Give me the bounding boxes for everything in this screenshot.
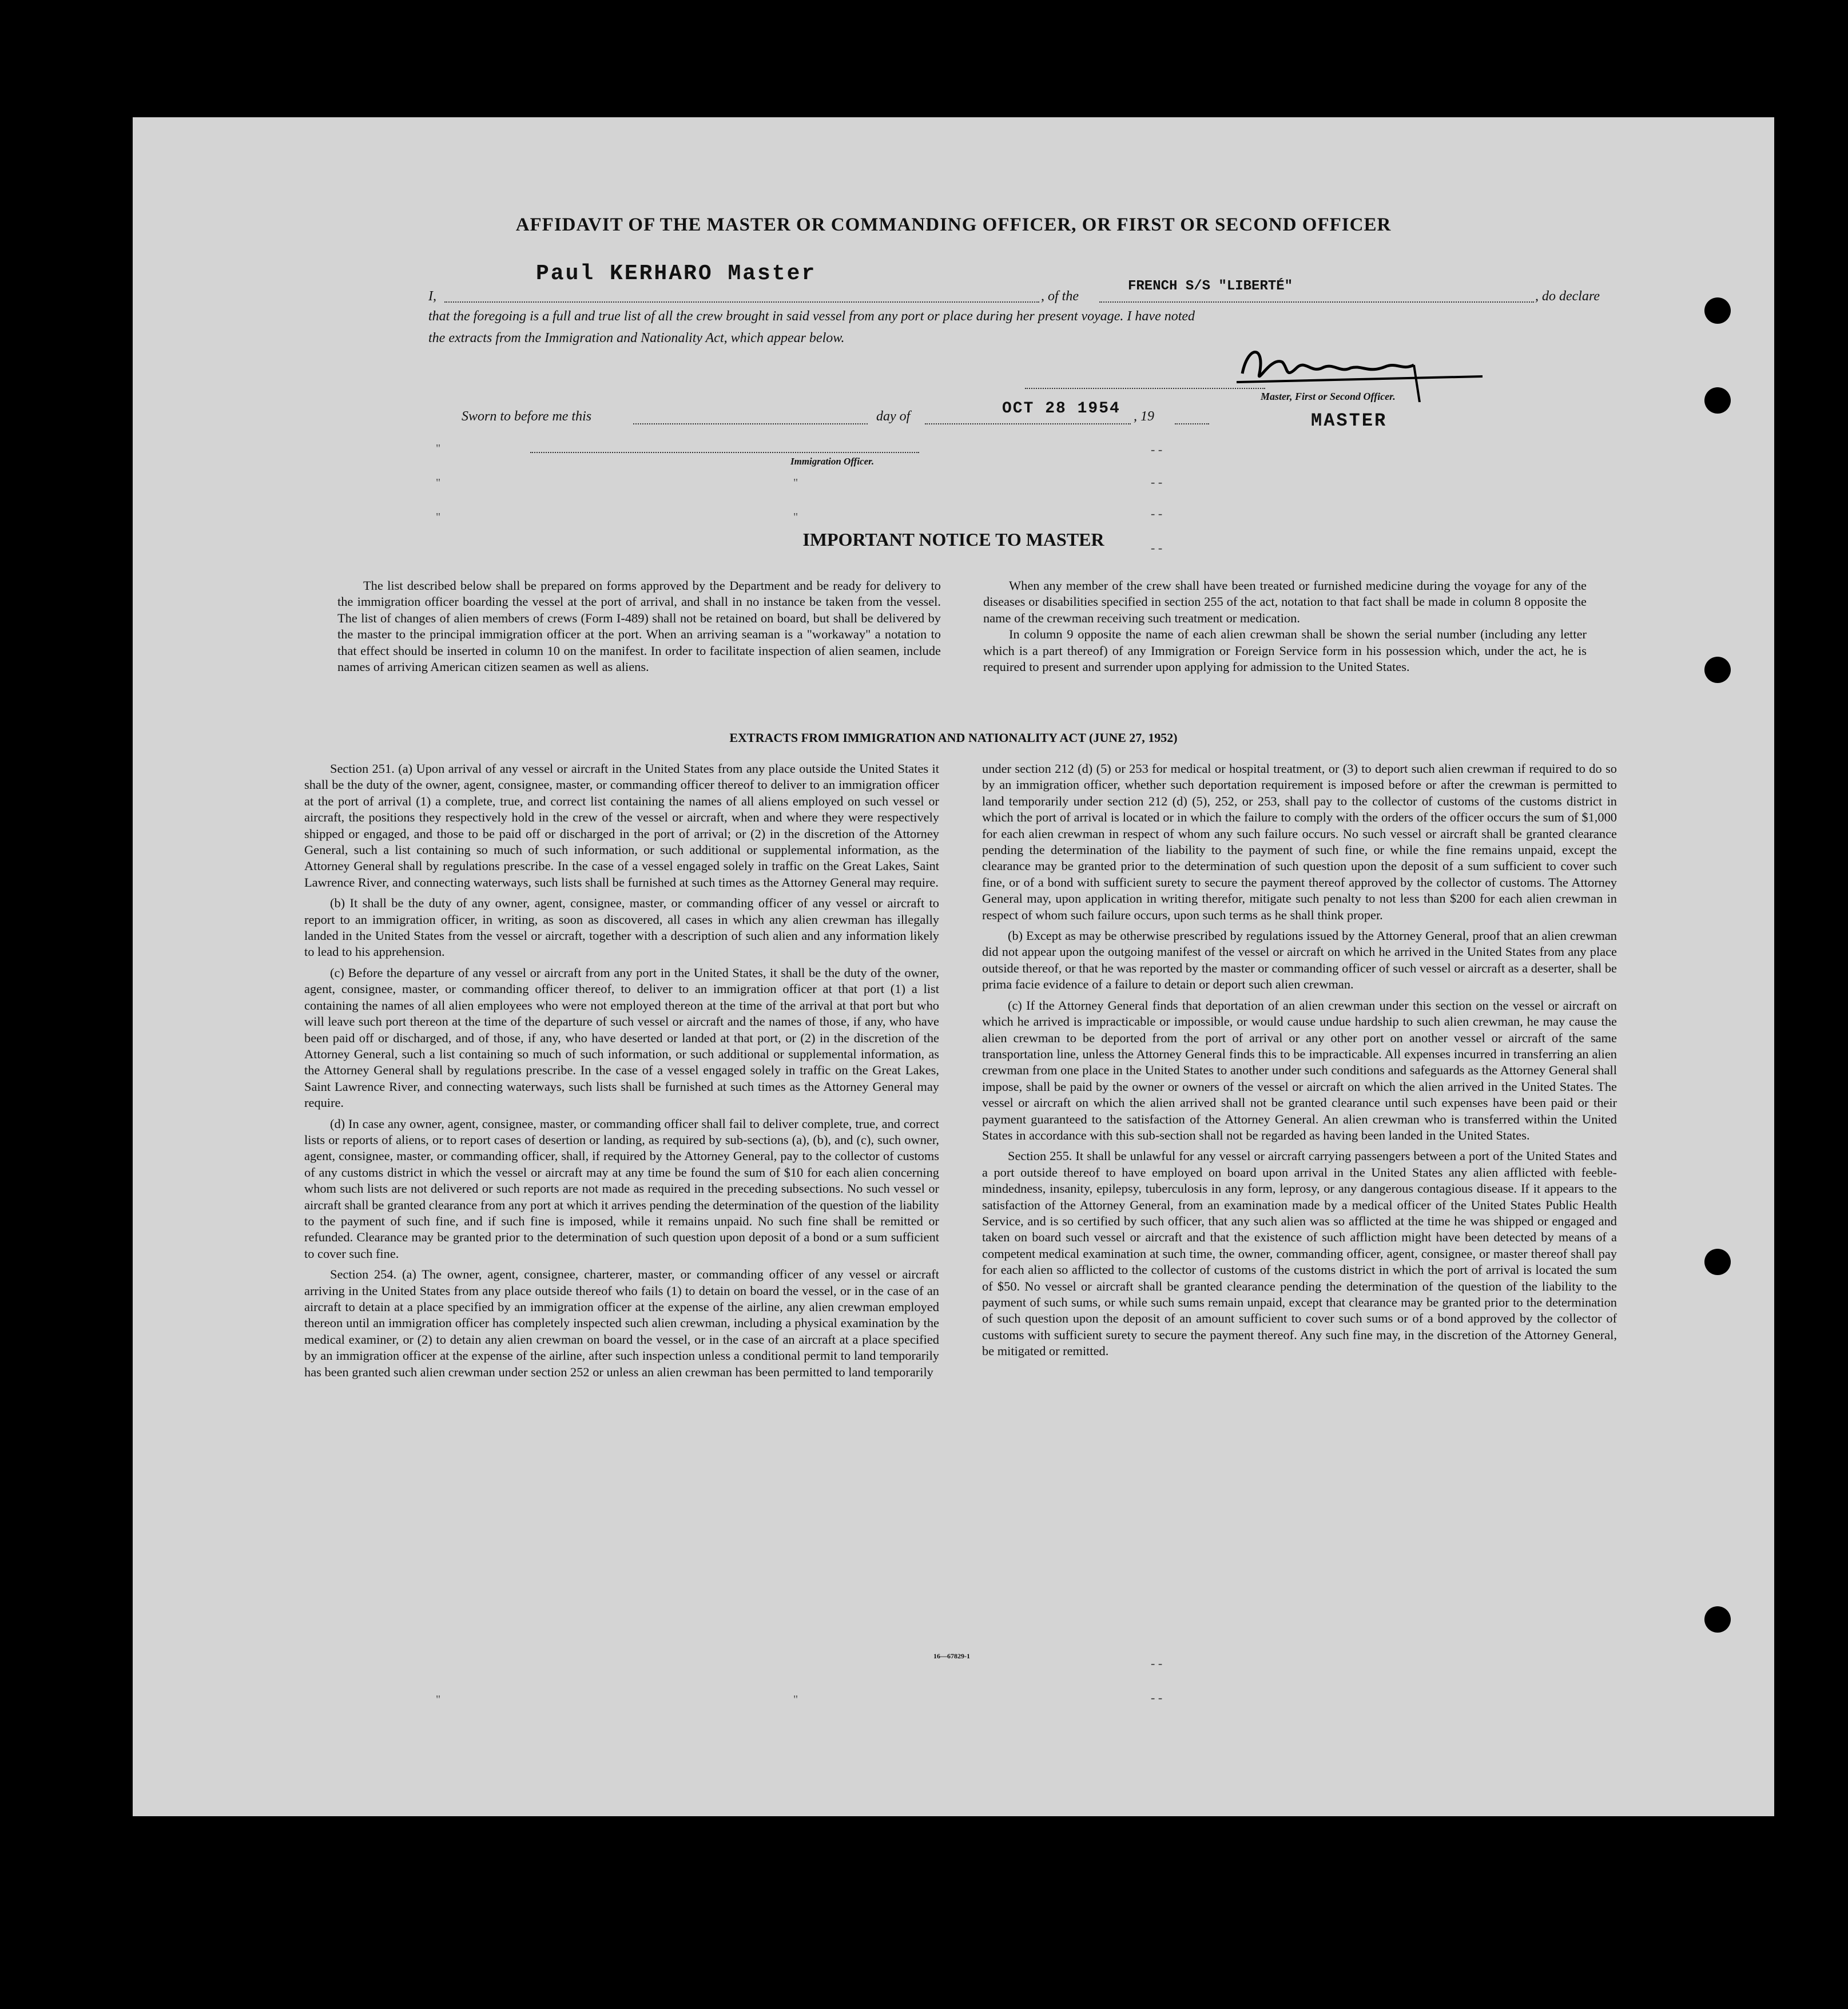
sworn-label: Sworn to before me this bbox=[462, 409, 592, 424]
form-number: 16—67829-1 bbox=[933, 1652, 970, 1660]
vessel-line bbox=[1099, 301, 1534, 303]
act-section-251d: (d) In case any owner, agent, consignee, master, or commanding officer shall fail to deliver complete, true, and correct lists or reports of aliens, or to report cases of desertion or landing, as required by sub-sections (a), (b), and (c), such owner, agent, consignee, master, or commanding officer, shall, if required by the Attorney General, pay to the collector of customs of any customs district in which the vessel or aircraft may at any time be found the sum of $10 for each alien concerning whom such lists are not delivered or such reports are not made as required in the preceding subsections. No such vessel or aircraft shall be granted clearance from any port at which it arrives pending the determination of the question of the liability to the payment of such fine, and if such fine is imposed, while it remains unpaid. No such fine shall be remitted or refunded. Clearance may be granted prior to the determination of such question upon deposit of a bond or a sum sufficient to cover such fine. bbox=[304, 1116, 939, 1261]
declaration-text-2: the extracts from the Immigration and Nationality Act, which appear below. bbox=[428, 331, 845, 346]
act-section-255: Section 255. It shall be unlawful for any vessel or aircraft carrying passengers between a port of the United States and a port outside thereof to have employed on board upon arrival in the United States any alien afflicted with feeble-mindedness, insanity, epilepsy, tuberculosis in any form, leprosy, or any dangerous contagious disease. If it appears to the satisfaction of the Attorney General, from an examination made by a medical officer of the United States Public Health Service, and is so certified by such officer, that any such alien was so afflicted at the time he was shipped or engaged and taken on board such vessel or aircraft and that the existence of such affliction might have been detected by means of a competent medical examination at such time, the owner, commanding officer, agent, consignee, or master thereof shall pay for each alien so afflicted to the collector of customs of the customs district in which the port of arrival is located the sum of $50. No vessel or aircraft shall be granted clearance pending the determination of the question of the liability to the payment of such sums, or while such sums remain unpaid, except that clearance may be granted prior to the determination of such question upon the deposit of an amount sufficient to cover such sums or of a bond approved by the collector of customs with sufficient surety to secure the payment thereof. Any such fine may, in the discretion of the Attorney General, be mitigated or remitted. bbox=[982, 1149, 1617, 1359]
vessel-name: FRENCH S/S "LIBERTÉ" bbox=[1128, 279, 1293, 294]
ditto-mark: " bbox=[793, 477, 798, 489]
act-section-251b: (b) It shall be the duty of any owner, agent, consignee, master, or commanding officer of any vessel or aircraft to report to an immigration officer, in writing, as soon as discovered, all cases in which any alien crewman has illegally landed in the United States from the vessel or aircraft, together with a description of such alien and any information likely to lead to his apprehension. bbox=[304, 896, 939, 959]
signature-caption: Master, First or Second Officer. bbox=[1261, 391, 1396, 402]
day-of-label: day of bbox=[876, 409, 911, 424]
notice-paragraph: In column 9 opposite the name of each alien crewman shall be shown the serial number (including any letter which is a part thereof) of any Immigration or Foreign Service form in his possession which, under the act, he is required to present and surrender upon applying for admission to the United States. bbox=[983, 627, 1587, 674]
declaration-text-1: that the foregoing is a full and true list of all the crew brought in said vessel from any port or place during her present voyage. I have noted bbox=[428, 309, 1195, 324]
dash-mark: - - bbox=[1151, 541, 1163, 555]
act-section-251c: (c) Before the departure of any vessel or aircraft from any port in the United States, it shall be the duty of the owner, agent, consignee, master, or commanding officer thereof, to deliver to an immigration officer at that port (1) a list containing the names of all alien employees who were not employed thereon at the time of the arrival at that port but who will leave such port thereon at the time of the departure of such vessel or aircraft and the names of those, if any, who have been paid off or discharged, and of those, if any, who have deserted or landed at that port, or (2) in the discretion of the Attorney General, such a list containing so much of such information, or such additional or supplemental information, as the Attorney General shall by regulations prescribe. In the case of a vessel engaged solely in traffic on the Great Lakes, Saint Lawrence River, and connecting waterways, such lists shall be furnished at such times as the Attorney General may require. bbox=[304, 965, 939, 1110]
extracts-right-column bbox=[982, 761, 1617, 1360]
officer-caption: Immigration Officer. bbox=[790, 456, 875, 467]
dash-mark: - - bbox=[1151, 442, 1163, 456]
ditto-mark: " bbox=[436, 511, 441, 523]
notice-title: IMPORTANT NOTICE TO MASTER bbox=[802, 529, 1104, 550]
act-section-254b: (b) Except as may be otherwise prescribed by regulations issued by the Attorney General, proof that an alien crewman did not appear upon the outgoing manifest of the vessel or aircraft on which he arrived in the United States from any place outside thereof, or that he was reported by the master or commanding officer of such vessel or aircraft as a deserter, shall be prima facie evidence of a failure to detain or deport such alien crewman. bbox=[982, 928, 1617, 992]
ditto-mark: " bbox=[793, 1693, 798, 1706]
binder-hole bbox=[1704, 297, 1731, 324]
sworn-day-line bbox=[633, 423, 868, 424]
name-line bbox=[444, 301, 1039, 303]
binder-hole bbox=[1704, 387, 1731, 414]
notice-right-column bbox=[983, 578, 1587, 675]
affidavit-form bbox=[133, 117, 1774, 1816]
notice-paragraph: The list described below shall be prepared on forms approved by the Department and be ready for delivery to the immigration officer boarding the vessel at the port of arrival, and shall in no instance be taken from the vessel. The list of changes of alien members of crews (Form I-489) shall not be retained on board, but shall be delivered by the master to the principal immigration officer at the port. When an arriving seaman is a "workaway" a notation to that effect should be inserted in column 10 on the manifest. In order to facilitate inspection of alien seamen, include names of arriving American citizen seamen as well as aliens. bbox=[337, 578, 941, 674]
act-section-251a: Section 251. (a) Upon arrival of any vessel or aircraft in the United States from any place outside the United States it shall be the duty of the owner, agent, consignee, master, or commanding officer thereof to deliver to an immigration officer at the port of arrival (1) a complete, true, and correct list containing the names of all aliens employed on such vessel or aircraft, the positions they respectively hold in the crew of the vessel or aircraft, when and where they were respectively shipped or engaged, and those to be paid off or discharged in the port of arrival; or (2) in the discretion of the Attorney General, such a list containing so much of such information, or such additional or supplemental information, as the Attorney General shall by regulations prescribe. In the case of a vessel engaged solely in traffic on the Great Lakes, Saint Lawrence River, and connecting waterways, such lists shall be furnished at such times as the Attorney General may require. bbox=[304, 761, 939, 890]
do-declare-label: , do declare bbox=[1535, 289, 1600, 304]
act-section-254c: (c) If the Attorney General finds that deportation of an alien crewman under this section on the vessel or aircraft on which he arrived is impracticable or impossible, or would cause undue hardship to such alien crewman, he may cause the alien crewman to be deported from the port of arrival or any other port on another vessel or aircraft of the same transportation line, unless the Attorney General finds this to be impracticable. All expenses incurred in transferring an alien crewman from one place in the United States to another under such conditions and safeguards as the Attorney General shall impose, shall be paid by the owner or owners of the vessel or aircraft on which the alien arrived in the United States. The vessel or aircraft on which the alien arrived shall not be granted clearance until such expenses have been paid or their payment guaranteed to the satisfaction of the Attorney General. An alien crewman who is transferred within the United States in accordance with this sub-section shall not be regarded as having been landed in the United States. bbox=[982, 998, 1617, 1142]
officer-signature-line bbox=[530, 452, 919, 453]
sworn-month-line bbox=[925, 423, 1131, 424]
ditto-mark: " bbox=[793, 511, 798, 523]
extracts-title: EXTRACTS FROM IMMIGRATION AND NATIONALITY ACT (JUNE 27, 1952) bbox=[729, 730, 1178, 745]
ditto-mark: " bbox=[436, 442, 441, 455]
dash-mark: - - bbox=[1151, 475, 1163, 489]
form-title: AFFIDAVIT OF THE MASTER OR COMMANDING OFFICER, OR FIRST OR SECOND OFFICER bbox=[515, 215, 1392, 235]
ditto-mark: " bbox=[436, 1693, 441, 1706]
binder-hole bbox=[1704, 657, 1731, 683]
act-section-254a-cont: under section 212 (d) (5) or 253 for medical or hospital treatment, or (3) to deport such alien crewman if required to do so by an immigration officer, whether such deportation requirement is imposed before or after the crewman is permitted to land temporarily under section 212 (d) (5), 252, or 253, shall pay to the collector of customs of the customs district in which the port of arrival is located or in which the failure to comply with the orders of the officer occurs the sum of $1,000 for each alien crewman in respect of whom any such failure occurs. No such vessel or aircraft shall be granted clearance pending the determination of the liability to the payment of such fine, or while the fine remains unpaid, except the clearance may be granted prior to the determination of such question upon the deposit of a sum sufficient to cover such fine, or of a bond with sufficient surety to secure the payment thereof approved by the collector of customs. The Attorney General may, upon application in writing therefor, mitigate such penalty to not less than $200 for each alien crewman in respect of whom such failure occurs, upon such terms as he shall think proper. bbox=[982, 761, 1617, 922]
master-name: Paul KERHARO Master bbox=[536, 261, 817, 286]
year-label: , 19 bbox=[1134, 409, 1154, 424]
dash-mark: - - bbox=[1151, 1690, 1163, 1705]
notice-paragraph: When any member of the crew shall have been treated or furnished medicine during the voyage for any of the diseases or disabilities specified in section 255 of the act, notation to that fact shall be made in column 8 opposite the name of the crewman receiving such treatment or medication. bbox=[983, 578, 1587, 625]
extracts-left-column bbox=[304, 761, 939, 1380]
act-section-254a: Section 254. (a) The owner, agent, consignee, charterer, master, or commanding officer of any vessel or aircraft arriving in the United States from any place outside thereof who fails (1) to detain on board the vessel, or in the case of an aircraft to detain at a place specified by an immigration officer at the expense of the airline, any alien crewman employed thereon until an immigration officer has completely inspected such alien crewman, including a physical examination by the medical examiner, or (2) to detain any alien crewman on board the vessel, or in the case of an aircraft at a place specified by an immigration officer at the expense of the airline, after such inspection unless a conditional permit to land temporarily has been granted such alien crewman under section 252 or unless an alien crewman has been permitted to land temporarily bbox=[304, 1267, 939, 1379]
of-the-label: , of the bbox=[1041, 289, 1079, 304]
dash-mark: - - bbox=[1151, 506, 1163, 521]
date-stamp: OCT 28 1954 bbox=[1002, 400, 1120, 418]
year-line bbox=[1175, 423, 1209, 424]
binder-hole bbox=[1704, 1606, 1731, 1633]
ditto-mark: " bbox=[436, 477, 441, 489]
signature-line bbox=[1025, 388, 1265, 389]
rank-stamp: MASTER bbox=[1311, 410, 1388, 431]
notice-left-column bbox=[337, 578, 941, 675]
dash-mark: - - bbox=[1151, 1656, 1163, 1670]
i-label: I, bbox=[428, 289, 436, 304]
binder-hole bbox=[1704, 1249, 1731, 1275]
